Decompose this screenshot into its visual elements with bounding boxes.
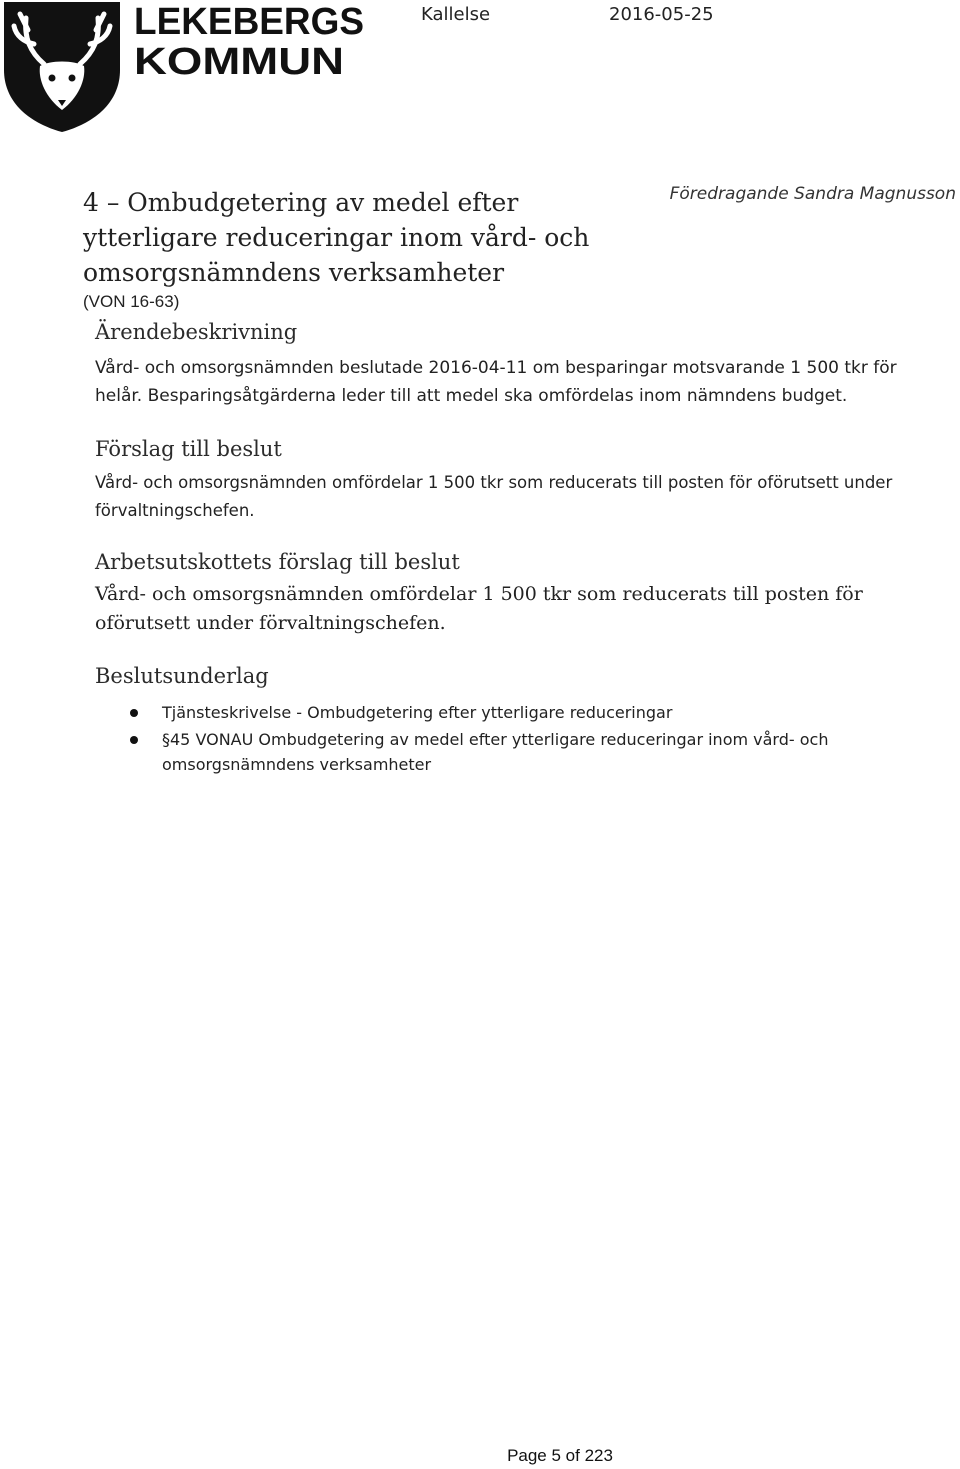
bullet-icon <box>130 736 138 744</box>
bullet-icon <box>130 709 138 717</box>
attachment-label: §45 VONAU Ombudgetering av medel efter ytterligare reduceringar inom vård- och omsorgsnämndens verksamheter <box>162 730 829 774</box>
section-heading-arendebeskrivning: Ärendebeskrivning <box>95 320 298 344</box>
section-text-forslag: Vård- och omsorgsnämnden omfördelar 1 500 tkr som reducerats till posten för oförutsett under förvaltningschefen. <box>95 473 893 520</box>
municipality-crest-logo <box>0 0 124 134</box>
list-item <box>130 727 890 777</box>
list-item <box>130 700 890 725</box>
section-text-arendebeskrivning: Vård- och omsorgsnämnden beslutade 2016-04-11 om besparingar motsvarande 1 500 tkr för helår. Besparingsåtgärderna leder till att medel ska omfördelas inom nämndens budget. <box>95 358 897 406</box>
svg-text:KOMMUN: KOMMUN <box>134 41 344 80</box>
document-type-label: Kallelse <box>421 4 491 25</box>
presenter-label: Föredragande Sandra Magnusson <box>669 184 956 204</box>
attachment-list <box>130 700 890 779</box>
page-number: Page 5 of 223 <box>507 1446 613 1465</box>
case-reference: (VON 16-63) <box>83 292 180 311</box>
item-title-line: ytterligare reduceringar inom vård- och <box>83 223 590 252</box>
svg-text:LEKEBERGS: LEKEBERGS <box>134 1 364 43</box>
attachment-label: Tjänsteskrivelse - Ombudgetering efter ytterligare reduceringar <box>162 703 673 722</box>
section-text-arbetsutskott: Vård- och omsorgsnämnden omfördelar 1 500 tkr som reducerats till posten för oförutsett under förvaltningschefen. <box>95 583 863 634</box>
item-title-line: 4 – Ombudgetering av medel efter <box>83 188 519 217</box>
municipality-wordmark-logo <box>134 0 374 80</box>
section-heading-forslag: Förslag till beslut <box>95 437 282 461</box>
section-heading-arbetsutskott: Arbetsutskottets förslag till beslut <box>95 550 460 574</box>
document-date: 2016-05-25 <box>609 4 714 25</box>
page-footer <box>0 1446 960 1466</box>
section-heading-beslutsunderlag: Beslutsunderlag <box>95 664 269 688</box>
item-title-line: omsorgsnämndens verksamheter <box>83 258 505 287</box>
